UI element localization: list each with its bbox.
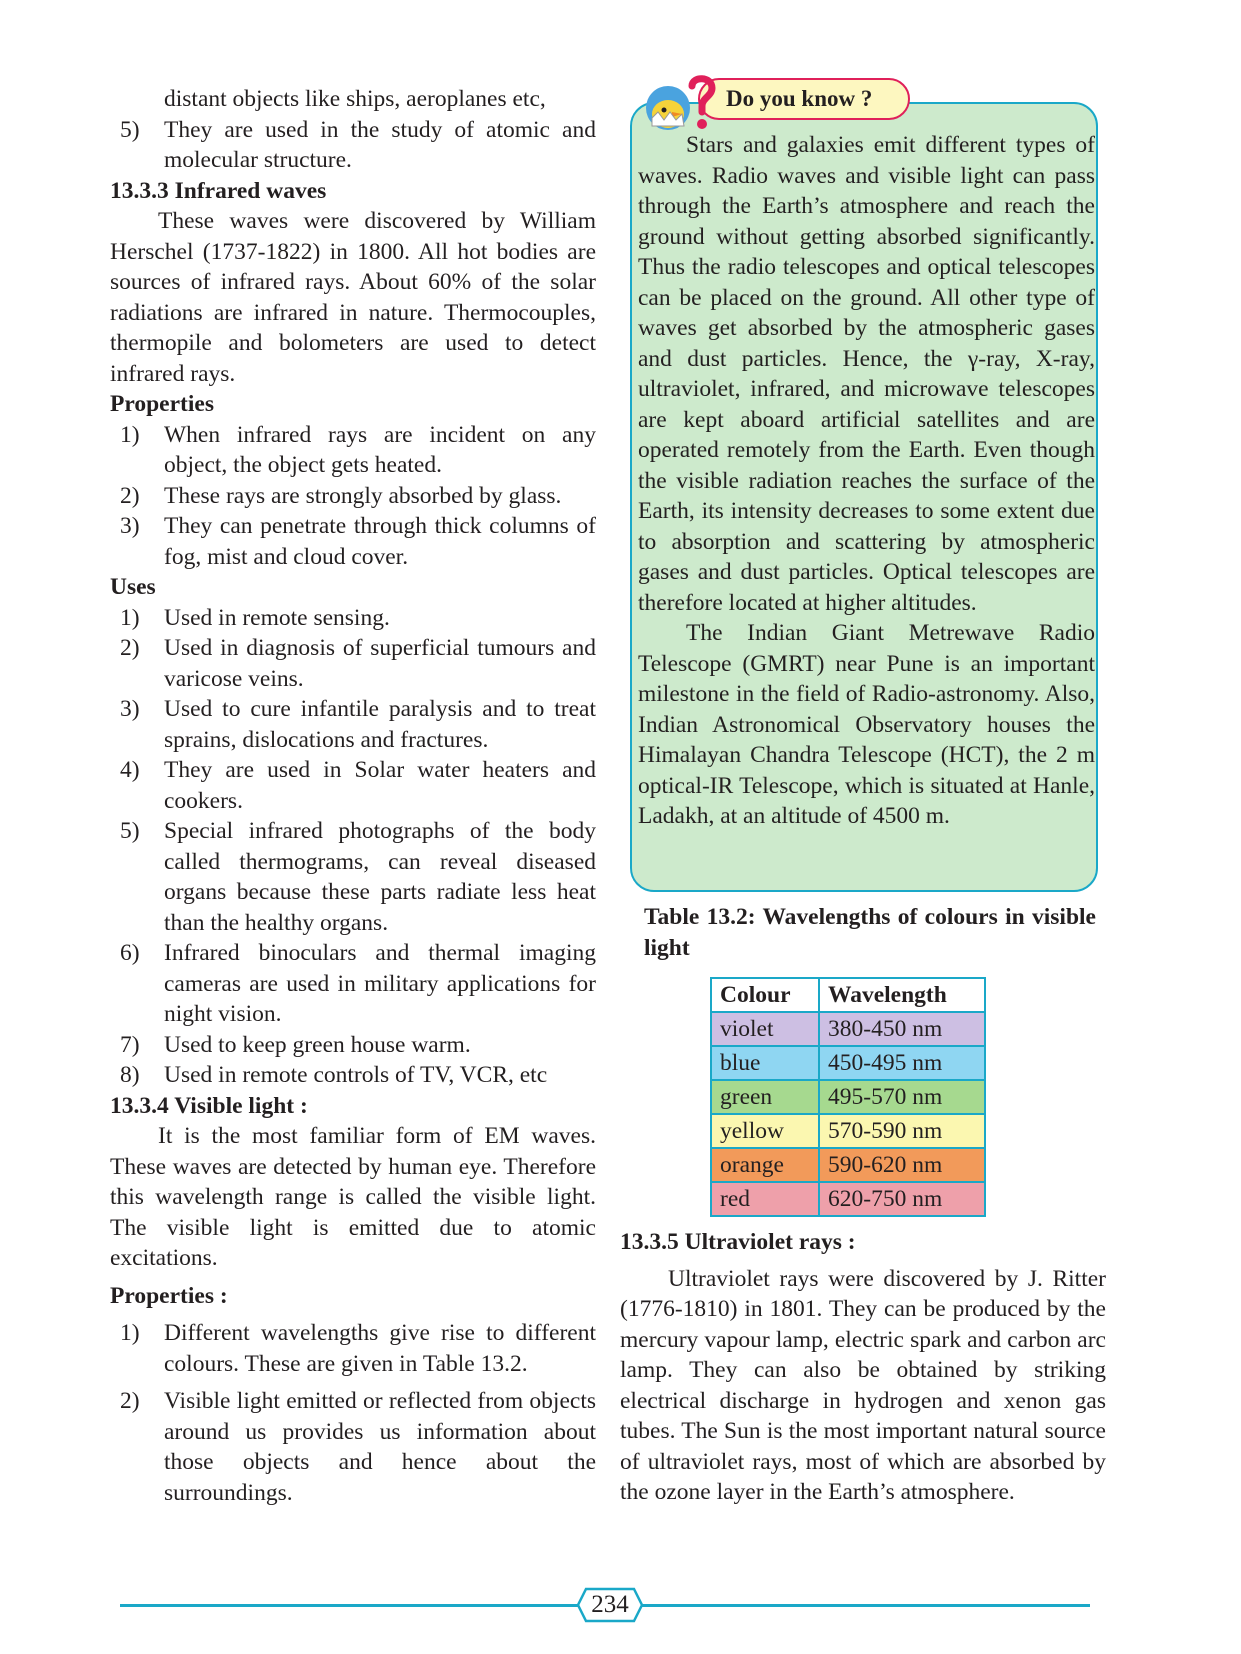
list-number: 6)	[120, 940, 140, 966]
list-number: 5)	[120, 116, 140, 143]
list-number: 4)	[120, 757, 140, 783]
list-text: Used in remote controls of TV, VCR, etc	[164, 1062, 548, 1088]
paragraph: distant objects like ships, aeroplanes etc,	[164, 86, 546, 112]
cell-wavelength: 590-620 nm	[819, 1148, 985, 1182]
list-item	[110, 633, 596, 694]
list-item	[110, 115, 596, 176]
list-item	[110, 603, 596, 634]
list-number: 3)	[120, 513, 140, 539]
cell-colour: red	[711, 1182, 819, 1216]
list-item	[110, 1060, 596, 1091]
header-wavelength: Wavelength	[819, 978, 985, 1012]
list-text: They are used in Solar water heaters and cookers.	[164, 757, 596, 814]
list-item	[110, 694, 596, 755]
header-colour: Colour	[711, 978, 819, 1012]
list-item	[110, 511, 596, 572]
footer-rule-left	[120, 1604, 578, 1607]
chick-question-icon	[642, 74, 722, 138]
list-text: Visible light emitted or reflected from objects around us provides us information about those objects and hence about the surroundings.	[164, 1388, 596, 1506]
list-number: 1)	[120, 1320, 140, 1346]
cell-wavelength: 380-450 nm	[819, 1012, 985, 1046]
paragraph-infrared-intro: These waves were discovered by William Herschel (1737-1822) in 1800. All hot bodies are sources of infrared rays. About 60% of the solar radiations are infrared in nature. Thermocouples, thermopile and bolometers are used to detect infrared rays.	[110, 208, 596, 387]
footer-rule-right	[642, 1604, 1090, 1607]
list-item	[110, 938, 596, 1030]
cell-wavelength: 450-495 nm	[819, 1046, 985, 1080]
list-text: Used to cure infantile paralysis and to treat sprains, dislocations and fractures.	[164, 696, 596, 753]
list-text: These rays are strongly absorbed by glass.	[164, 482, 562, 509]
cell-colour: orange	[711, 1148, 819, 1182]
paragraph-visible-intro: It is the most familiar form of EM waves. These waves are detected by human eye. Therefore this wavelength range is called the visible light. The visible light is emitted due to atomic excitations.	[110, 1123, 596, 1271]
list-number: 1)	[120, 421, 140, 448]
list-number: 2)	[120, 1388, 140, 1414]
do-you-know-box	[620, 74, 1098, 894]
paragraph-ultraviolet: Ultraviolet rays were discovered by J. Ritter (1776-1810) in 1801. They can be produced by the mercury vapour lamp, electric spark and carbon arc lamp. They can also be obtained by striking electrical discharge in hydrogen and xenon gas tubes. The Sun is the most important natural source of ultraviolet rays, most of which are absorbed by the ozone layer in the Earth’s atmosphere.	[620, 1265, 1106, 1505]
list-text: Special infrared photographs of the body called thermograms, can reveal diseased organs because these parts radiate less heat than the healthy organs.	[164, 818, 596, 936]
list-text: Different wavelengths give rise to different colours. These are given in Table 13.2.	[164, 1320, 596, 1377]
cell-wavelength: 570-590 nm	[819, 1114, 985, 1148]
left-column	[110, 84, 596, 1508]
list-text: When infrared rays are incident on any object, the object gets heated.	[164, 421, 596, 478]
section-heading-ultraviolet: 13.3.5 Ultraviolet rays :	[620, 1229, 856, 1255]
cell-wavelength: 620-750 nm	[819, 1182, 985, 1216]
table-row	[711, 1114, 985, 1148]
table-row	[711, 1080, 985, 1114]
properties-heading: Properties	[110, 391, 214, 417]
cell-colour: blue	[711, 1046, 819, 1080]
uses-heading: Uses	[110, 574, 156, 600]
list-item	[110, 755, 596, 816]
list-number: 1)	[120, 604, 140, 631]
list-number: 2)	[120, 482, 140, 509]
wavelength-table	[710, 977, 986, 1217]
list-number: 3)	[120, 696, 140, 722]
section-heading-infrared: 13.3.3 Infrared waves	[110, 177, 327, 204]
table-row	[711, 1182, 985, 1216]
table-caption: Table 13.2: Wavelengths of colours in visible light	[644, 904, 1096, 961]
table-row	[711, 1046, 985, 1080]
table-row	[711, 1148, 985, 1182]
cell-colour: violet	[711, 1012, 819, 1046]
cell-colour: green	[711, 1080, 819, 1114]
do-you-know-title: Do you know ?	[698, 78, 910, 120]
list-text: They are used in the study of atomic and molecular structure.	[164, 116, 596, 173]
list-item	[110, 1318, 596, 1379]
cell-colour: yellow	[711, 1114, 819, 1148]
list-item	[110, 481, 596, 512]
right-column	[620, 74, 1106, 1508]
list-item	[110, 1386, 596, 1508]
section-heading-visible: 13.3.4 Visible light :	[110, 1092, 308, 1119]
dyk-paragraph-1: Stars and galaxies emit different types of waves. Radio waves and visible light can pass through the Earth’s atmosphere and reach the ground without getting absorbed significantly. Thus the radio telescopes and optical telescopes can be placed on the ground. All other type of waves get absorbed by the atmospheric gases and dust particles. Hence, the γ-ray, X-ray, ultraviolet, infrared, and microwave telescopes are kept aboard artificial satellites and are operated remotely from the Earth. Even though the visible radiation reaches the surface of the Earth, its intensity decreases to some extent due to absorption and scattering by atmospheric gases and dust particles. Optical telescopes are therefore located at higher altitudes.	[638, 132, 1095, 616]
list-number: 5)	[120, 818, 140, 844]
list-item	[110, 420, 596, 481]
page-number	[576, 1587, 644, 1623]
list-text: Used to keep green house warm.	[164, 1031, 471, 1058]
dyk-paragraph-2: The Indian Giant Metrewave Radio Telescope (GMRT) near Pune is an important milestone in the field of Radio-astronomy. Also, Indian Astronomical Observatory houses the Himalayan Chandra Telescope (HCT), the 2 m optical-IR Telescope, which is situated at Hanle, Ladakh, at an altitude of 4500 m.	[638, 620, 1095, 829]
table-header-row	[711, 978, 985, 1012]
list-number: 8)	[120, 1062, 140, 1088]
cell-wavelength: 495-570 nm	[819, 1080, 985, 1114]
list-text: Used in diagnosis of superficial tumours and varicose veins.	[164, 635, 596, 692]
table-row	[711, 1012, 985, 1046]
list-number: 2)	[120, 635, 140, 661]
list-item	[110, 816, 596, 938]
list-item	[110, 1030, 596, 1061]
list-number: 7)	[120, 1031, 140, 1058]
page-number-text: 234	[591, 1591, 629, 1618]
do-you-know-text	[638, 130, 1095, 832]
properties-heading-2: Properties :	[110, 1282, 228, 1309]
list-text: Used in remote sensing.	[164, 604, 390, 631]
list-text: They can penetrate through thick columns of fog, mist and cloud cover.	[164, 513, 596, 570]
list-text: Infrared binoculars and thermal imaging cameras are used in military applications for night vision.	[164, 940, 596, 1027]
